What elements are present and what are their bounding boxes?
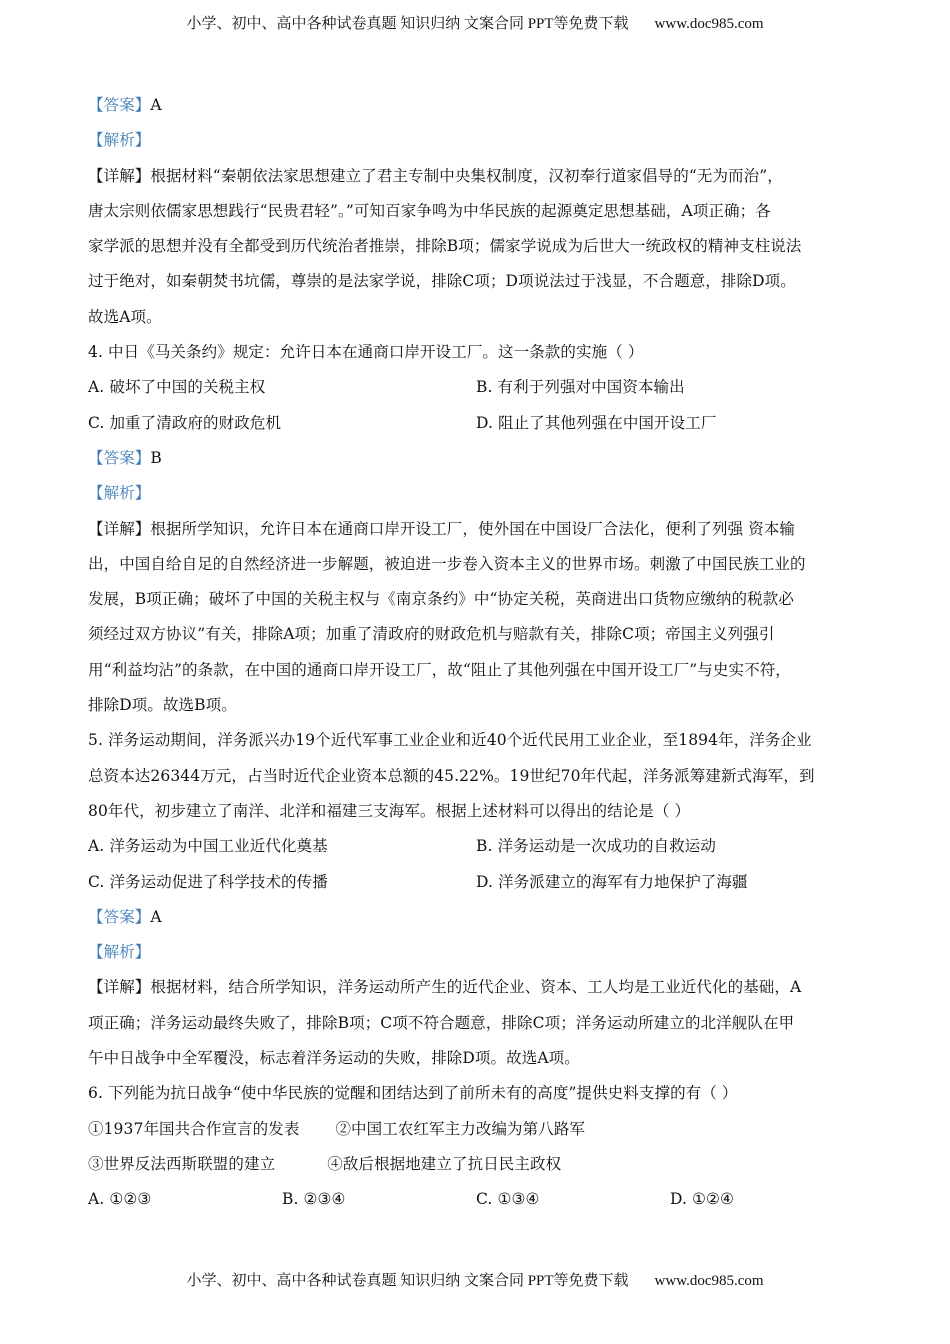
analysis-label: 【解析】 — [88, 131, 151, 150]
q5-stem-line: 80年代，初步建立了南洋、北洋和福建三支海军。根据上述材料可以得出的结论是（ ） — [88, 801, 691, 820]
q6-option-d: D. ①②④ — [670, 1190, 735, 1209]
q4-option-a: A. 破坏了中国的关税主权 — [88, 378, 266, 397]
q5-analysis-heading — [88, 935, 868, 970]
q4-detail-line — [88, 512, 868, 547]
q5-stem-line: 总资本达26344万元，占当时近代企业资本总额的45.22%。19世纪70年代起，洋务派筹建新式海军，到 — [88, 766, 815, 785]
q6-item-4: ④敌后根据地建立了抗日民主政权 — [327, 1154, 562, 1173]
answer-label: 【答案】 — [88, 448, 151, 467]
q4-detail-line: 用“利益均沾”的条款，在中国的通商口岸开设工厂，故“阻止了其他列强在中国开设工厂”与史实不符， — [88, 660, 791, 679]
q3-answer — [88, 88, 868, 123]
q6-item-2: ②中国工农红军主力改编为第八路军 — [335, 1119, 586, 1138]
q4-option-c: C. 加重了清政府的财政危机 — [88, 413, 282, 432]
q4-option-b: B. 有利于列强对中国资本输出 — [476, 378, 685, 397]
detail-text: 根据材料，结合所学知识，洋务运动所产生的近代企业、资本、工人均是工业近代化的基础，A — [150, 978, 802, 997]
q6-items-row — [88, 1147, 868, 1182]
answer-label: 【答案】 — [88, 907, 151, 926]
analysis-label: 【解析】 — [88, 943, 151, 962]
q4-detail-line: 出，中国自给自足的自然经济进一步解题，被迫进一步卷入资本主义的世界市场。刺激了中国民族工业的 — [88, 554, 806, 573]
page-footer — [0, 1269, 950, 1290]
q6-option-b: B. ②③④ — [282, 1190, 346, 1209]
q6-stem: 6. 下列能为抗日战争“使中华民族的觉醒和团结达到了前所未有的高度”提供史料支撑的有（ ） — [88, 1084, 738, 1103]
q5-answer — [88, 900, 868, 935]
q4-option-d: D. 阻止了其他列强在中国开设工厂 — [476, 413, 717, 432]
q4-stem: 4. 中日《马关条约》规定：允许日本在通商口岸开设工厂。这一条款的实施（ ） — [88, 343, 644, 362]
q3-detail-line: 家学派的思想并没有全都受到历代统治者推崇，排除B项；儒家学说成为后世大一统政权的精神支柱说法 — [88, 237, 802, 256]
q4-options-row — [88, 370, 868, 405]
q6-option-a: A. ①②③ — [88, 1190, 152, 1209]
q4-analysis-heading — [88, 476, 868, 511]
q5-options-row — [88, 865, 868, 900]
answer-value: A — [150, 907, 162, 926]
q4-detail-line: 发展，B项正确；破坏了中国的关税主权与《南京条约》中“协定关税，英商进出口货物应缴纳的税款必 — [88, 590, 794, 609]
q6-item-3: ③世界反法西斯联盟的建立 — [88, 1154, 276, 1173]
q6-option-c: C. ①③④ — [476, 1190, 540, 1209]
q5-option-b: B. 洋务运动是一次成功的自救运动 — [476, 837, 716, 856]
header-url-link[interactable]: www.doc985.com — [654, 16, 764, 32]
answer-label: 【答案】 — [88, 96, 151, 114]
q4-answer — [88, 441, 868, 476]
q4-detail-line: 须经过双方协议”有关，排除A项；加重了清政府的财政危机与赔款有关，排除C项；帝国主义列强引 — [88, 625, 775, 644]
q3-detail-line — [88, 159, 868, 194]
q4-options-row — [88, 406, 868, 441]
detail-label: 【详解】 — [88, 166, 151, 185]
answer-value: B — [150, 448, 162, 467]
q6-options-row — [88, 1182, 868, 1217]
header-text: 小学、初中、高中各种试卷真题 知识归纳 文案合同 PPT等免费下载 — [186, 16, 629, 32]
q5-detail-line — [88, 970, 868, 1005]
q5-option-a: A. 洋务运动为中国工业近代化奠基 — [88, 837, 328, 856]
page-header — [0, 12, 950, 33]
q5-detail-line: 午中日战争中全军覆没，标志着洋务运动的失败，排除D项。故选A项。 — [88, 1049, 580, 1068]
q5-options-row — [88, 829, 868, 864]
detail-text: 根据材料“秦朝依法家思想建立了君主专制中央集权制度，汉初奉行道家倡导的“无为而治”， — [150, 166, 783, 185]
q6-items-row — [88, 1112, 868, 1147]
q5-option-d: D. 洋务派建立的海军有力地保护了海疆 — [476, 872, 748, 891]
footer-text: 小学、初中、高中各种试卷真题 知识归纳 文案合同 PPT等免费下载 — [186, 1273, 629, 1289]
detail-label: 【详解】 — [88, 519, 151, 538]
q5-option-c: C. 洋务运动促进了科学技术的传播 — [88, 872, 328, 891]
q3-analysis-heading — [88, 123, 868, 158]
answer-value: A — [150, 96, 162, 114]
footer-url-link[interactable]: www.doc985.com — [654, 1273, 764, 1289]
q6-item-1: ①1937年国共合作宣言的发表 — [88, 1119, 300, 1138]
q3-detail-line: 故选A项。 — [88, 307, 162, 326]
document-body — [88, 88, 868, 1218]
q5-stem-line: 5. 洋务运动期间，洋务派兴办19个近代军事工业企业和近40个近代民用工业企业，至1894年，洋务企业 — [88, 731, 812, 750]
detail-label: 【详解】 — [88, 978, 151, 997]
q5-detail-line: 项正确；洋务运动最终失败了，排除B项；C项不符合题意，排除C项；洋务运动所建立的北洋舰队在甲 — [88, 1013, 795, 1032]
analysis-label: 【解析】 — [88, 484, 151, 503]
q3-detail-line: 唐太宗则依儒家思想践行“民贵君轻”。”可知百家争鸣为中华民族的起源奠定思想基础，A项正确；各 — [88, 201, 771, 220]
q3-detail-line: 过于绝对，如秦朝焚书坑儒，尊崇的是法家学说，排除C项；D项说法过于浅显，不合题意，排除D项。 — [88, 272, 796, 291]
q4-detail-line: 排除D项。故选B项。 — [88, 696, 237, 715]
detail-text: 根据所学知识，允许日本在通商口岸开设工厂，使外国在中国设厂合法化，便利了列强 资本输 — [150, 519, 796, 538]
